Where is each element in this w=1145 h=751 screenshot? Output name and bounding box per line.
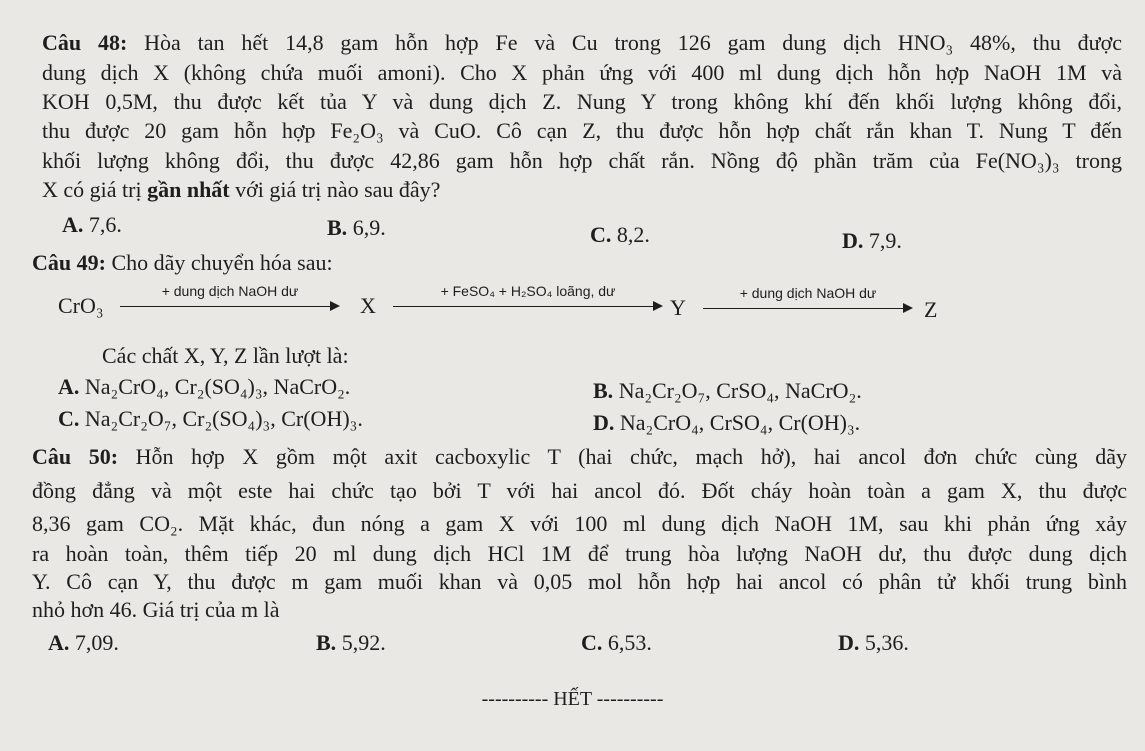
q48-line-1: Câu 48: Hòa tan hết 14,8 gam hỗn hợp Fe và Cu trong 126 gam dung dịch HNO₃ 48%, thu được [42,30,1122,55]
q50-line-6: nhỏ hơn 46. Giá trị của m là [32,597,280,622]
q48-option-c: C. 8,2. [590,222,650,247]
q48-line-6: X có giá trị gần nhất với giá trị nào sau đây? [42,177,441,202]
arrow-head-icon [330,301,340,311]
q49-option-c: C. Na₂Cr₂O₇, Cr₂(SO₄)₃, Cr(OH)₃. [58,406,363,431]
species-z: Z [924,297,938,322]
species-x: X [360,293,376,318]
species-y: Y [670,295,686,320]
arrow-1 [120,283,340,313]
q49-question: Các chất X, Y, Z lần lượt là: [102,343,349,368]
arrow-1-label: + dung dịch NaOH dư [161,283,299,299]
species-cro3: CrO₃ [58,293,104,318]
q50-option-c: C. 6,53. [581,630,652,655]
q50-line-1: Câu 50: Hỗn hợp X gồm một axit cacboxylic T (hai chức, mạch hở), hai ancol đơn chức cùng dãy [32,444,1127,469]
q48-option-d: D. 7,9. [842,228,902,253]
q48-line-2: dung dịch X (không chứa muối amoni). Cho X phản ứng với 400 ml dung dịch hỗn hợp NaOH 1M và [42,60,1122,85]
conversion-chain [58,283,958,333]
q49-option-a: A. Na₂CrO₄, Cr₂(SO₄)₃, NaCrO₂. [58,374,351,399]
q48-line-4: thu được 20 gam hỗn hợp Fe₂O₃ và CuO. Cô cạn Z, thu được hỗn hợp chất rắn khan T. Nung T đến [42,118,1122,143]
q49-title: Câu 49: Cho dãy chuyển hóa sau: [32,250,333,275]
q50-line-2: đồng đẳng và một este hai chức tạo bởi T với hai ancol đó. Đốt cháy hoàn toàn a gam X, thu được [32,478,1127,503]
arrow-2-label: + FeSO₄ + H₂SO₄ loãng, dư [440,283,616,299]
q50-line-4: ra hoàn toàn, thêm tiếp 20 ml dung dịch HCl 1M để trung hòa lượng NaOH dư, thu được dung dịch [32,541,1127,566]
q50-option-d: D. 5,36. [838,630,909,655]
q50-line-5: Y. Cô cạn Y, thu được m gam muối khan và 0,05 mol hỗn hợp hai ancol có phân tử khối trung bình [32,569,1127,594]
q49-option-b: B. Na₂Cr₂O₇, CrSO₄, NaCrO₂. [593,378,862,403]
end-marker: ---------- HẾT ---------- [481,688,664,710]
arrow-3-label: + dung dịch NaOH dư [739,285,877,301]
q50-line-3: 8,36 gam CO₂. Mặt khác, đun nóng a gam X với 100 ml dung dịch NaOH 1M, sau khi phản ứng xảy [32,511,1127,536]
arrow-2 [393,283,663,313]
q49-option-d: D. Na₂CrO₄, CrSO₄, Cr(OH)₃. [593,410,861,435]
q50-option-b: B. 5,92. [316,630,386,655]
q48-option-a: A. 7,6. [62,212,122,237]
q48-line-3: KOH 0,5M, thu được kết tủa Y và dung dịch Z. Nung Y trong không khí đến khối lượng không đổi, [42,89,1122,114]
arrow-head-icon [653,301,663,311]
q48-option-b: B. 6,9. [327,215,386,240]
q48-line-5: khối lượng không đổi, thu được 42,86 gam hỗn hợp chất rắn. Nồng độ phần trăm của Fe(NO₃)₃ trong [42,148,1122,173]
arrow-head-icon [903,303,913,313]
q50-option-a: A. 7,09. [48,630,119,655]
arrow-3 [703,285,913,315]
